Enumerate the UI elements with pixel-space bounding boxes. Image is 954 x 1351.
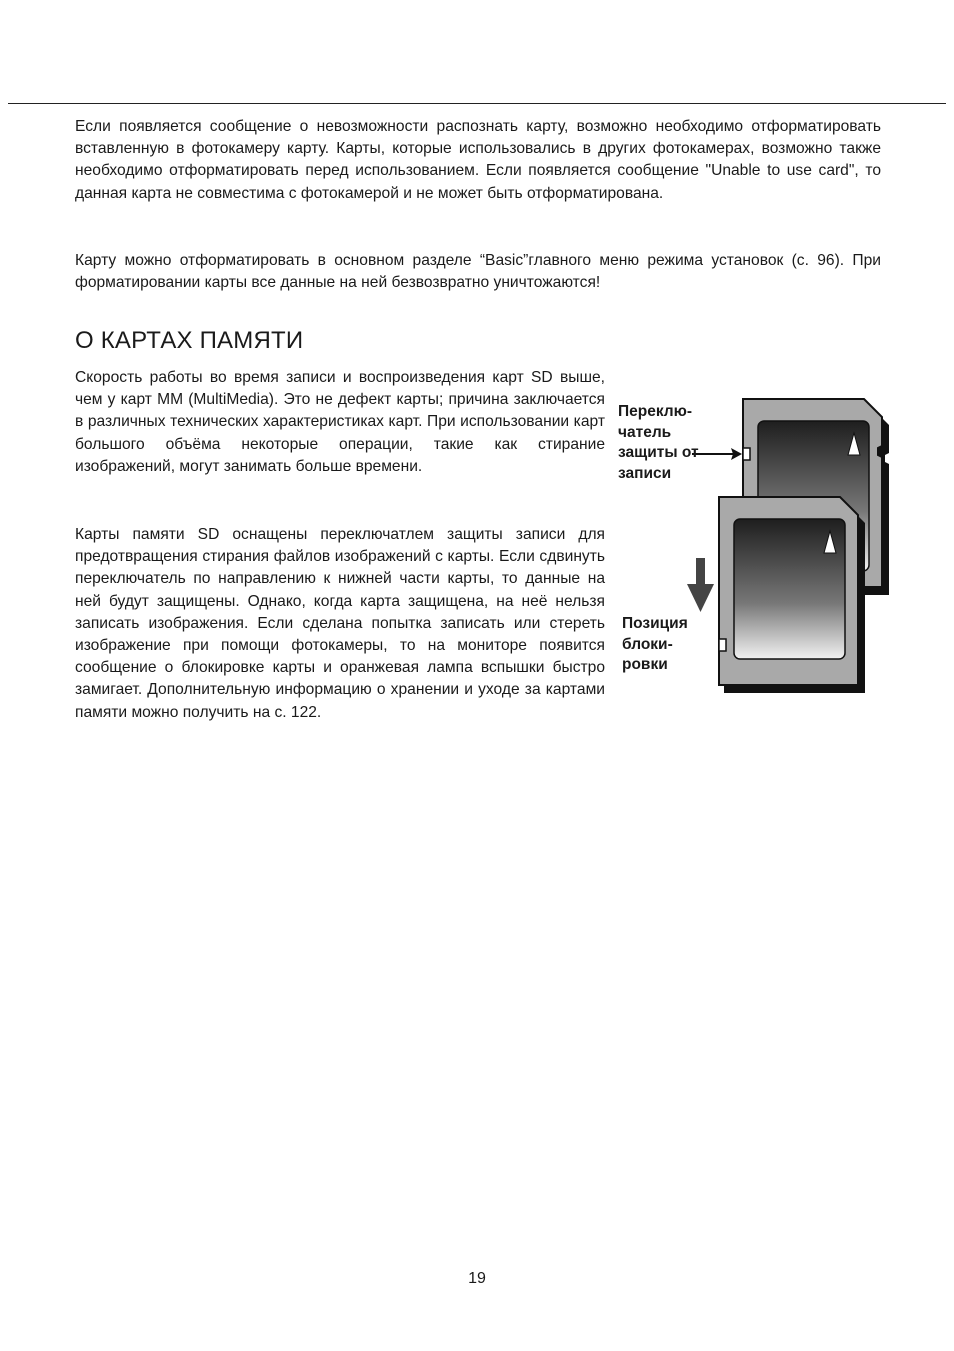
write-protect-label: Переклю- чатель защиты от записи bbox=[618, 403, 699, 482]
section-heading: О КАРТАХ ПАМЯТИ bbox=[75, 327, 304, 354]
lock-position-label: Позиция блоки- ровки bbox=[622, 615, 688, 673]
top-rule bbox=[8, 103, 946, 104]
sd-card-figure bbox=[612, 393, 902, 703]
down-arrow-icon bbox=[687, 558, 714, 612]
paragraph-format-error: Если появляется сообщение о невозможности распознать карту, возможно необходимо отформатировать вставленную в фотокамеру карту. Карты, которые использовались в других фотокамерах, возможно также необходимо отформатировать перед использованием. Если появляется сообщение "Unable to use card", то данная карта не совместима с фотокамерой и не может быть отформатирована. bbox=[75, 118, 881, 202]
page-number: 19 bbox=[468, 1270, 486, 1287]
sd-card-locked bbox=[719, 497, 865, 693]
paragraph-sd-speed: Скорость работы во время записи и воспроизведения карт SD выше, чем у карт MM (MultiMedia). Это не дефект карты; причина заключается в различных технических характеристиках карт. При использовании карт большого объёма некоторые операции, такие как стирание изображений, могут занимать больше времени. bbox=[75, 369, 605, 475]
paragraph-format-basic: Карту можно отформатировать в основном разделе “Basic”главного меню режима установок (с. 96). При форматировании карты все данные на ней безвозвратно уничтожаются! bbox=[75, 252, 881, 292]
lock-position-switch bbox=[719, 639, 726, 651]
write-protect-switch bbox=[743, 448, 750, 460]
paragraph-write-protect: Карты памяти SD оснащены переключатлем защиты записи для предотвращения стирания файлов изображений с карты. Если сдвинуть переключатель по направлению к нижней части карты, то данные на ней будут защищены. Однако, когда карта защищена, на неё нельзя записать изображения. Если сделана попытка записать или стереть изображение при помощи фотокамеры, то на мониторе появится сообщение о блокировке карты и оранжевая лампа вспышки быстро замигает. Дополнительную информацию о хранении и уходе за картами памяти можно получить на с. 122. bbox=[75, 526, 605, 721]
